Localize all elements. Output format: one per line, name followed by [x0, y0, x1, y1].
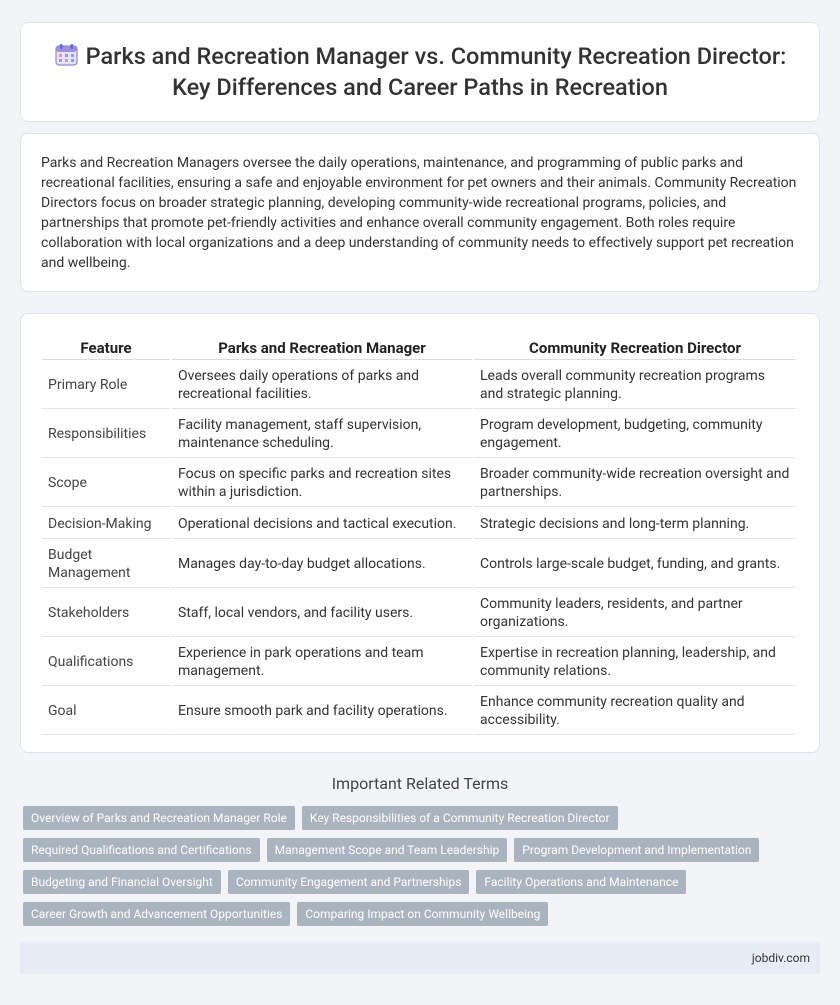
related-term-tag[interactable]: Required Qualifications and Certifications: [23, 838, 260, 862]
calendar-icon: [54, 43, 80, 67]
table-row: [42, 590, 796, 637]
table-row: [42, 362, 796, 409]
director-cell: Strategic decisions and long-term planning.: [474, 509, 796, 539]
director-cell: Broader community-wide recreation oversight and partnerships.: [474, 460, 796, 507]
director-cell: Controls large-scale budget, funding, and grants.: [474, 541, 796, 588]
manager-cell: Manages day-to-day budget allocations.: [172, 541, 472, 588]
table-row: [42, 639, 796, 686]
feature-cell: Decision-Making: [42, 509, 170, 539]
feature-cell: Primary Role: [42, 362, 170, 409]
table-header-row: [42, 335, 796, 360]
manager-cell: Experience in park operations and team management.: [172, 639, 472, 686]
feature-cell: Budget Management: [42, 541, 170, 588]
related-terms-list: [23, 806, 803, 926]
related-term-tag[interactable]: Management Scope and Team Leadership: [267, 838, 508, 862]
intro-card: [20, 133, 820, 292]
director-cell: Program development, budgeting, community engagement.: [474, 411, 796, 458]
feature-cell: Scope: [42, 460, 170, 507]
related-terms-title: Important Related Terms: [331, 774, 509, 793]
director-cell: Leads overall community recreation programs and strategic planning.: [474, 362, 796, 409]
director-cell: Enhance community recreation quality and accessibility.: [474, 688, 796, 735]
related-term-tag[interactable]: Budgeting and Financial Oversight: [23, 870, 221, 894]
manager-cell: Oversees daily operations of parks and recreational facilities.: [172, 362, 472, 409]
related-term-tag[interactable]: Overview of Parks and Recreation Manager Role: [23, 806, 295, 830]
table-row: [42, 688, 796, 735]
manager-cell: Focus on specific parks and recreation sites within a jurisdiction.: [172, 460, 472, 507]
table-row: [42, 460, 796, 507]
related-term-tag[interactable]: Key Responsibilities of a Community Recreation Director: [302, 806, 618, 830]
feature-cell: Stakeholders: [42, 590, 170, 637]
footer: [20, 942, 820, 974]
feature-cell: Responsibilities: [42, 411, 170, 458]
manager-cell: Staff, local vendors, and facility users.: [172, 590, 472, 637]
table-row: [42, 509, 796, 539]
director-cell: Community leaders, residents, and partner organizations.: [474, 590, 796, 637]
manager-cell: Ensure smooth park and facility operations.: [172, 688, 472, 735]
related-term-tag[interactable]: Comparing Impact on Community Wellbeing: [297, 902, 548, 926]
manager-cell: Facility management, staff supervision, maintenance scheduling.: [172, 411, 472, 458]
footer-site-link[interactable]: jobdiv.com: [751, 951, 810, 965]
comparison-table: [40, 333, 798, 737]
header-community-director: Community Recreation Director: [474, 335, 796, 360]
related-term-tag[interactable]: Program Development and Implementation: [514, 838, 759, 862]
director-cell: Expertise in recreation planning, leadership, and community relations.: [474, 639, 796, 686]
feature-cell: Goal: [42, 688, 170, 735]
related-term-tag[interactable]: Facility Operations and Maintenance: [476, 870, 686, 894]
title-card: [20, 22, 820, 122]
comparison-table-card: [20, 313, 820, 753]
manager-cell: Operational decisions and tactical execution.: [172, 509, 472, 539]
header-parks-manager: Parks and Recreation Manager: [172, 335, 472, 360]
page-title-text: Parks and Recreation Manager vs. Community Recreation Director: Key Differences and Career Paths in Recreation: [85, 42, 787, 101]
feature-cell: Qualifications: [42, 639, 170, 686]
table-row: [42, 541, 796, 588]
related-term-tag[interactable]: Career Growth and Advancement Opportunities: [23, 902, 290, 926]
intro-paragraph: Parks and Recreation Managers oversee the daily operations, maintenance, and programming of public parks and recreational facilities, ensuring a safe and enjoyable environment for pet owners and their animals. Community Recreation Directors focus on broader strategic planning, developing community-wide recreational programs, policies, and partnerships that promote pet-friendly activities and enhance overall community engagement. Both roles require collaboration with local organizations and a deep understanding of community needs to effectively support pet recreation and wellbeing.: [41, 155, 797, 271]
page-title: [50, 41, 790, 103]
table-row: [42, 411, 796, 458]
related-term-tag[interactable]: Community Engagement and Partnerships: [228, 870, 470, 894]
header-feature: Feature: [42, 335, 170, 360]
